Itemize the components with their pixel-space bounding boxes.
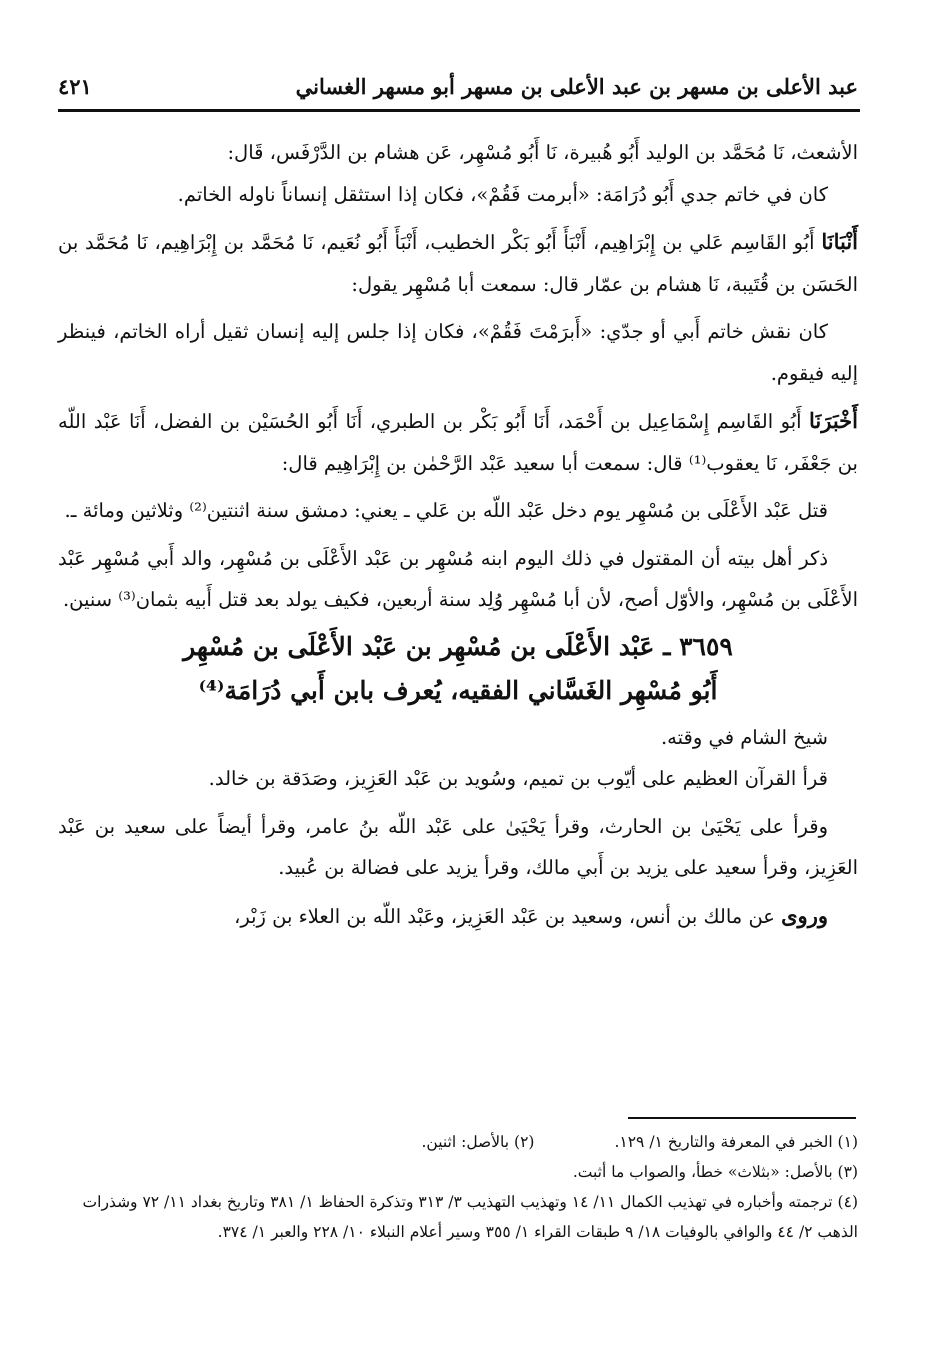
paragraph: الأشعث، نَا مُحَمَّد بن الوليد أَبُو هُبيرة، نَا أَبُو مُسْهِر، عَن هشام بن الدَّرْفَس، قَال: bbox=[227, 141, 858, 164]
paragraph: وقرأ على يَحْيَىٰ بن الحارث، وقرأ يَحْيَىٰ على عَبْد اللّه بنُ عامر، وقرأ أيضاً على سعيد بن عَبْد العَزِيز، وقرأ سعيد على يزيد بن أَبي مالك، وقرأ يزيد على فضالة بن عُبيد. bbox=[58, 814, 858, 879]
paragraph bbox=[58, 400, 858, 484]
paragraph: قتل عَبْد الأَعْلَى بن مُسْهِر يوم دخل عَبْد اللّه بن عَلي ـ يعني: دمشق سنة اثنتين⁽²⁾ وثلاثين ومائة ـ. bbox=[64, 499, 828, 522]
footnote-row bbox=[58, 1127, 858, 1157]
paragraph bbox=[58, 895, 858, 938]
paragraph bbox=[58, 221, 858, 305]
page-header bbox=[58, 68, 858, 104]
paragraph: ذكر أهل بيته أن المقتول في ذلك اليوم ابنه مُسْهِر بن عَبْد الأَعْلَى بن مُسْهِر، والد أَبي مُسْهِر عَبْد الأَعْلَى بن مُسْهِر، والأوّل أصح، لأن أبا مُسْهِر وُلِد سنة أربعين، فكيف يولد بعد قتل أَبيه بثمان⁽³⁾ سنين. bbox=[58, 546, 858, 611]
paragraph: شيخ الشام في وقته. bbox=[660, 725, 828, 749]
entry-heading-line: ٣٦٥٩ ـ عَبْد الأَعْلَى بن مُسْهِر بن عَبْد الأَعْلَى بن مُسْهِر bbox=[183, 631, 733, 661]
footnote-rule bbox=[628, 1117, 856, 1119]
footnote: (٤) ترجمته وأخباره في تهذيب الكمال ١١/ ١٤ وتهذيب التهذيب ٣/ ٣١٣ وتذكرة الحفاظ ١/ ٣٨١ وتاريخ بغداد ١١/ ٧٢ وشذرات الذهب ٢/ ٤٤ والوافي بالوفيات ١٨/ ٩ طبقات القراء ١/ ٣٥٥ وسير أعلام النبلاء ١٠/ ٢٢٨ والعبر ١/ ٣٧٤. bbox=[82, 1193, 858, 1241]
paragraph-text: أَبُو القَاسِم عَلي بن إِبْرَاهِيم، أَنْبَأَ أَبُو بَكْر الخطيب، أَنْبَأَ أَبُو نُعَيم، نَا مُحَمَّد بن إِبْرَاهِيم، نَا مُحَمَّد بن الحَسَن بن قُتَيبة، نَا هشام بن عمّار قال: سمعت أبا مُسْهِر يقول: bbox=[58, 231, 858, 296]
isnad-lead: أَخْبَرَنَا bbox=[809, 408, 858, 433]
footnotes bbox=[58, 1127, 858, 1247]
header-rule bbox=[58, 109, 860, 112]
isnad-lead: أَنْبَانَا bbox=[821, 229, 859, 254]
page-number: ٤٢١ bbox=[58, 73, 92, 99]
isnad-lead: وروى bbox=[781, 902, 828, 928]
paragraph-text: أَبُو القَاسِم إِسْمَاعِيل بن أَحْمَد، أَنَا أَبُو بَكْر بن الطبري، أَنَا أَبُو الحُسَيْن بن الفضل، أَنَا عَبْد اللّه بن جَعْفَر، نَا يعقوب⁽¹⁾ قال: سمعت أبا سعيد عَبْد الرَّحْمٰن بن إِبْرَاهِيم قال: bbox=[58, 410, 858, 475]
footnote: (١) الخبر في المعرفة والتاريخ ١/ ١٢٩. bbox=[614, 1133, 858, 1151]
entry-heading-line: أَبُو مُسْهِر الغَسَّاني الفقيه، يُعرف بابن أَبي دُرَامَة⁽⁴⁾ bbox=[198, 675, 718, 705]
paragraph: كان في خاتم جدي أَبُو دُرَامَة: «أبرمت فَقُمْ»، فكان إذا استثقل إنساناً ناوله الخاتم. bbox=[177, 182, 828, 206]
running-title: عبد الأعلى بن مسهر بن عبد الأعلى بن مسهر أبو مسهر الغساني bbox=[295, 73, 858, 99]
paragraph: كان نقش خاتم أَبي أو جدّي: «أَبرَمْتَ فَقُمْ»، فكان إذا جلس إليه إنسان ثقيل أراه الخاتم، فينظر إليه فيقوم. bbox=[58, 320, 858, 385]
paragraph: قرأ القرآن العظيم على أيّوب بن تميم، وسُويد بن عَبْد العَزِيز، وصَدَقة بن خالد. bbox=[208, 767, 828, 790]
paragraph-text: عن مالك بن أنس، وسعيد بن عَبْد العَزِيز، وعَبْد اللّه بن العلاء بن زَبْر، bbox=[234, 904, 775, 928]
footnote: (٣) بالأصل: «بثلاث» خطأ، والصواب ما أثبت. bbox=[572, 1163, 858, 1181]
entry-heading bbox=[58, 625, 858, 713]
main-text bbox=[58, 132, 858, 937]
footnote: (٢) بالأصل: اثنين. bbox=[421, 1133, 535, 1151]
